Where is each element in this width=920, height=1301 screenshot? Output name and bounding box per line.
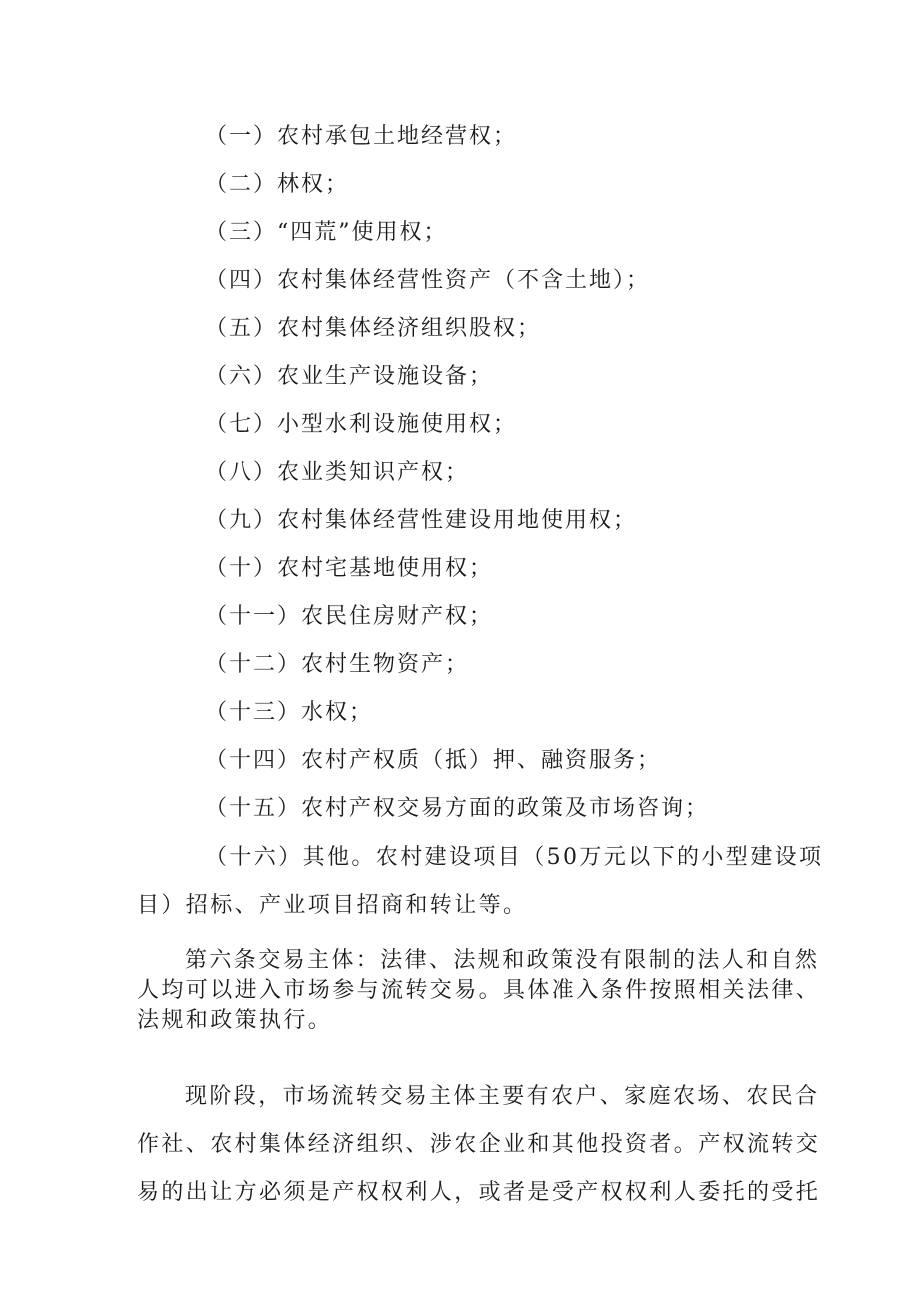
list-item: （三）“四荒”使用权； [205,220,448,245]
list-item: （十四）农村产权质（抵）押、融资服务； [205,748,662,773]
list-item: （十）农村宅基地使用权； [205,556,494,581]
list-item: （十三）水权； [205,700,374,725]
list-item: （五）农村集体经济组织股权； [205,316,542,341]
paragraph-current-line-2: 作社、农村集体经济组织、涉农企业和其他投资者。产权流转交 [137,1132,821,1157]
list-item: （一）农村承包土地经营权； [205,124,518,149]
list-item: （十二）农村生物资产； [205,652,470,677]
list-item-16-line-2: 目）招标、产业项目招商和转让等。 [137,893,528,918]
article-6-line-2: 人均可以进入市场参与流转交易。具体准入条件按照相关法律、 [137,978,821,1003]
list-item: （十五）农村产权交易方面的政策及市场咨询； [205,796,710,821]
list-item: （九）农村集体经营性建设用地使用权； [205,508,638,533]
list-item: （七）小型水利设施使用权； [205,412,518,437]
paragraph-current-line-3: 易的出让方必须是产权权利人，或者是受产权权利人委托的受托 [137,1180,821,1205]
article-6-line-1: 第六条交易主体：法律、法规和政策没有限制的法人和自然 [185,948,820,973]
article-6-line-3: 法规和政策执行。 [137,1008,333,1033]
list-item: （二）林权； [205,172,350,197]
list-item: （十一）农民住房财产权； [205,604,494,629]
list-item: （四）农村集体经营性资产（不含土地）； [205,268,651,293]
paragraph-current-line-1: 现阶段，市场流转交易主体主要有农户、家庭农场、农民合 [185,1084,820,1109]
list-item-16-line-1: （十六）其他。农村建设项目（50万元以下的小型建设项 [205,845,824,870]
list-item: （六）农业生产设施设备； [205,364,494,389]
list-item: （八）农业类知识产权； [205,460,470,485]
